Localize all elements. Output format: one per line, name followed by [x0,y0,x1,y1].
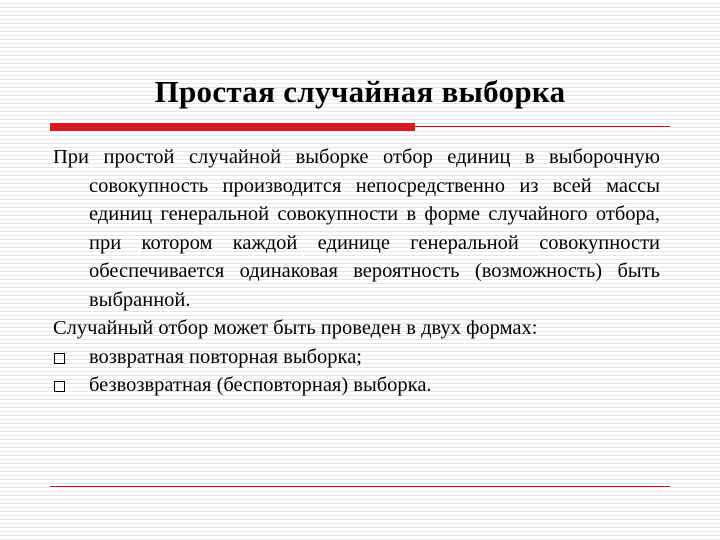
hollow-square-bullet-icon [54,381,65,392]
forms-list [53,343,660,400]
slide-title: Простая случайная выборка [154,74,566,109]
definition-paragraph: При простой случайной выборке отбор единиц в выборочную совокупность производится непосредственно из всей массы единиц генеральной совокупности в форме случайного отбора, при котором каждой единице генеральной совокупности обеспечивается одинаковая вероятность (возможность) быть выбранной. [53,146,660,311]
forms-intro-paragraph: Случайный отбор может быть проведен в двух формах: [53,317,538,339]
slide-body [53,143,660,400]
list-item-text: возвратная повторная выборка; [89,345,362,368]
title-accent-bar [50,123,415,131]
hollow-square-bullet-icon [54,353,65,364]
list-item [53,371,660,400]
list-item-text: безвозвратная (бесповторная) выборка. [89,374,432,396]
footer-divider-line [50,486,670,487]
list-item [53,343,660,372]
title-divider-line [415,126,670,127]
